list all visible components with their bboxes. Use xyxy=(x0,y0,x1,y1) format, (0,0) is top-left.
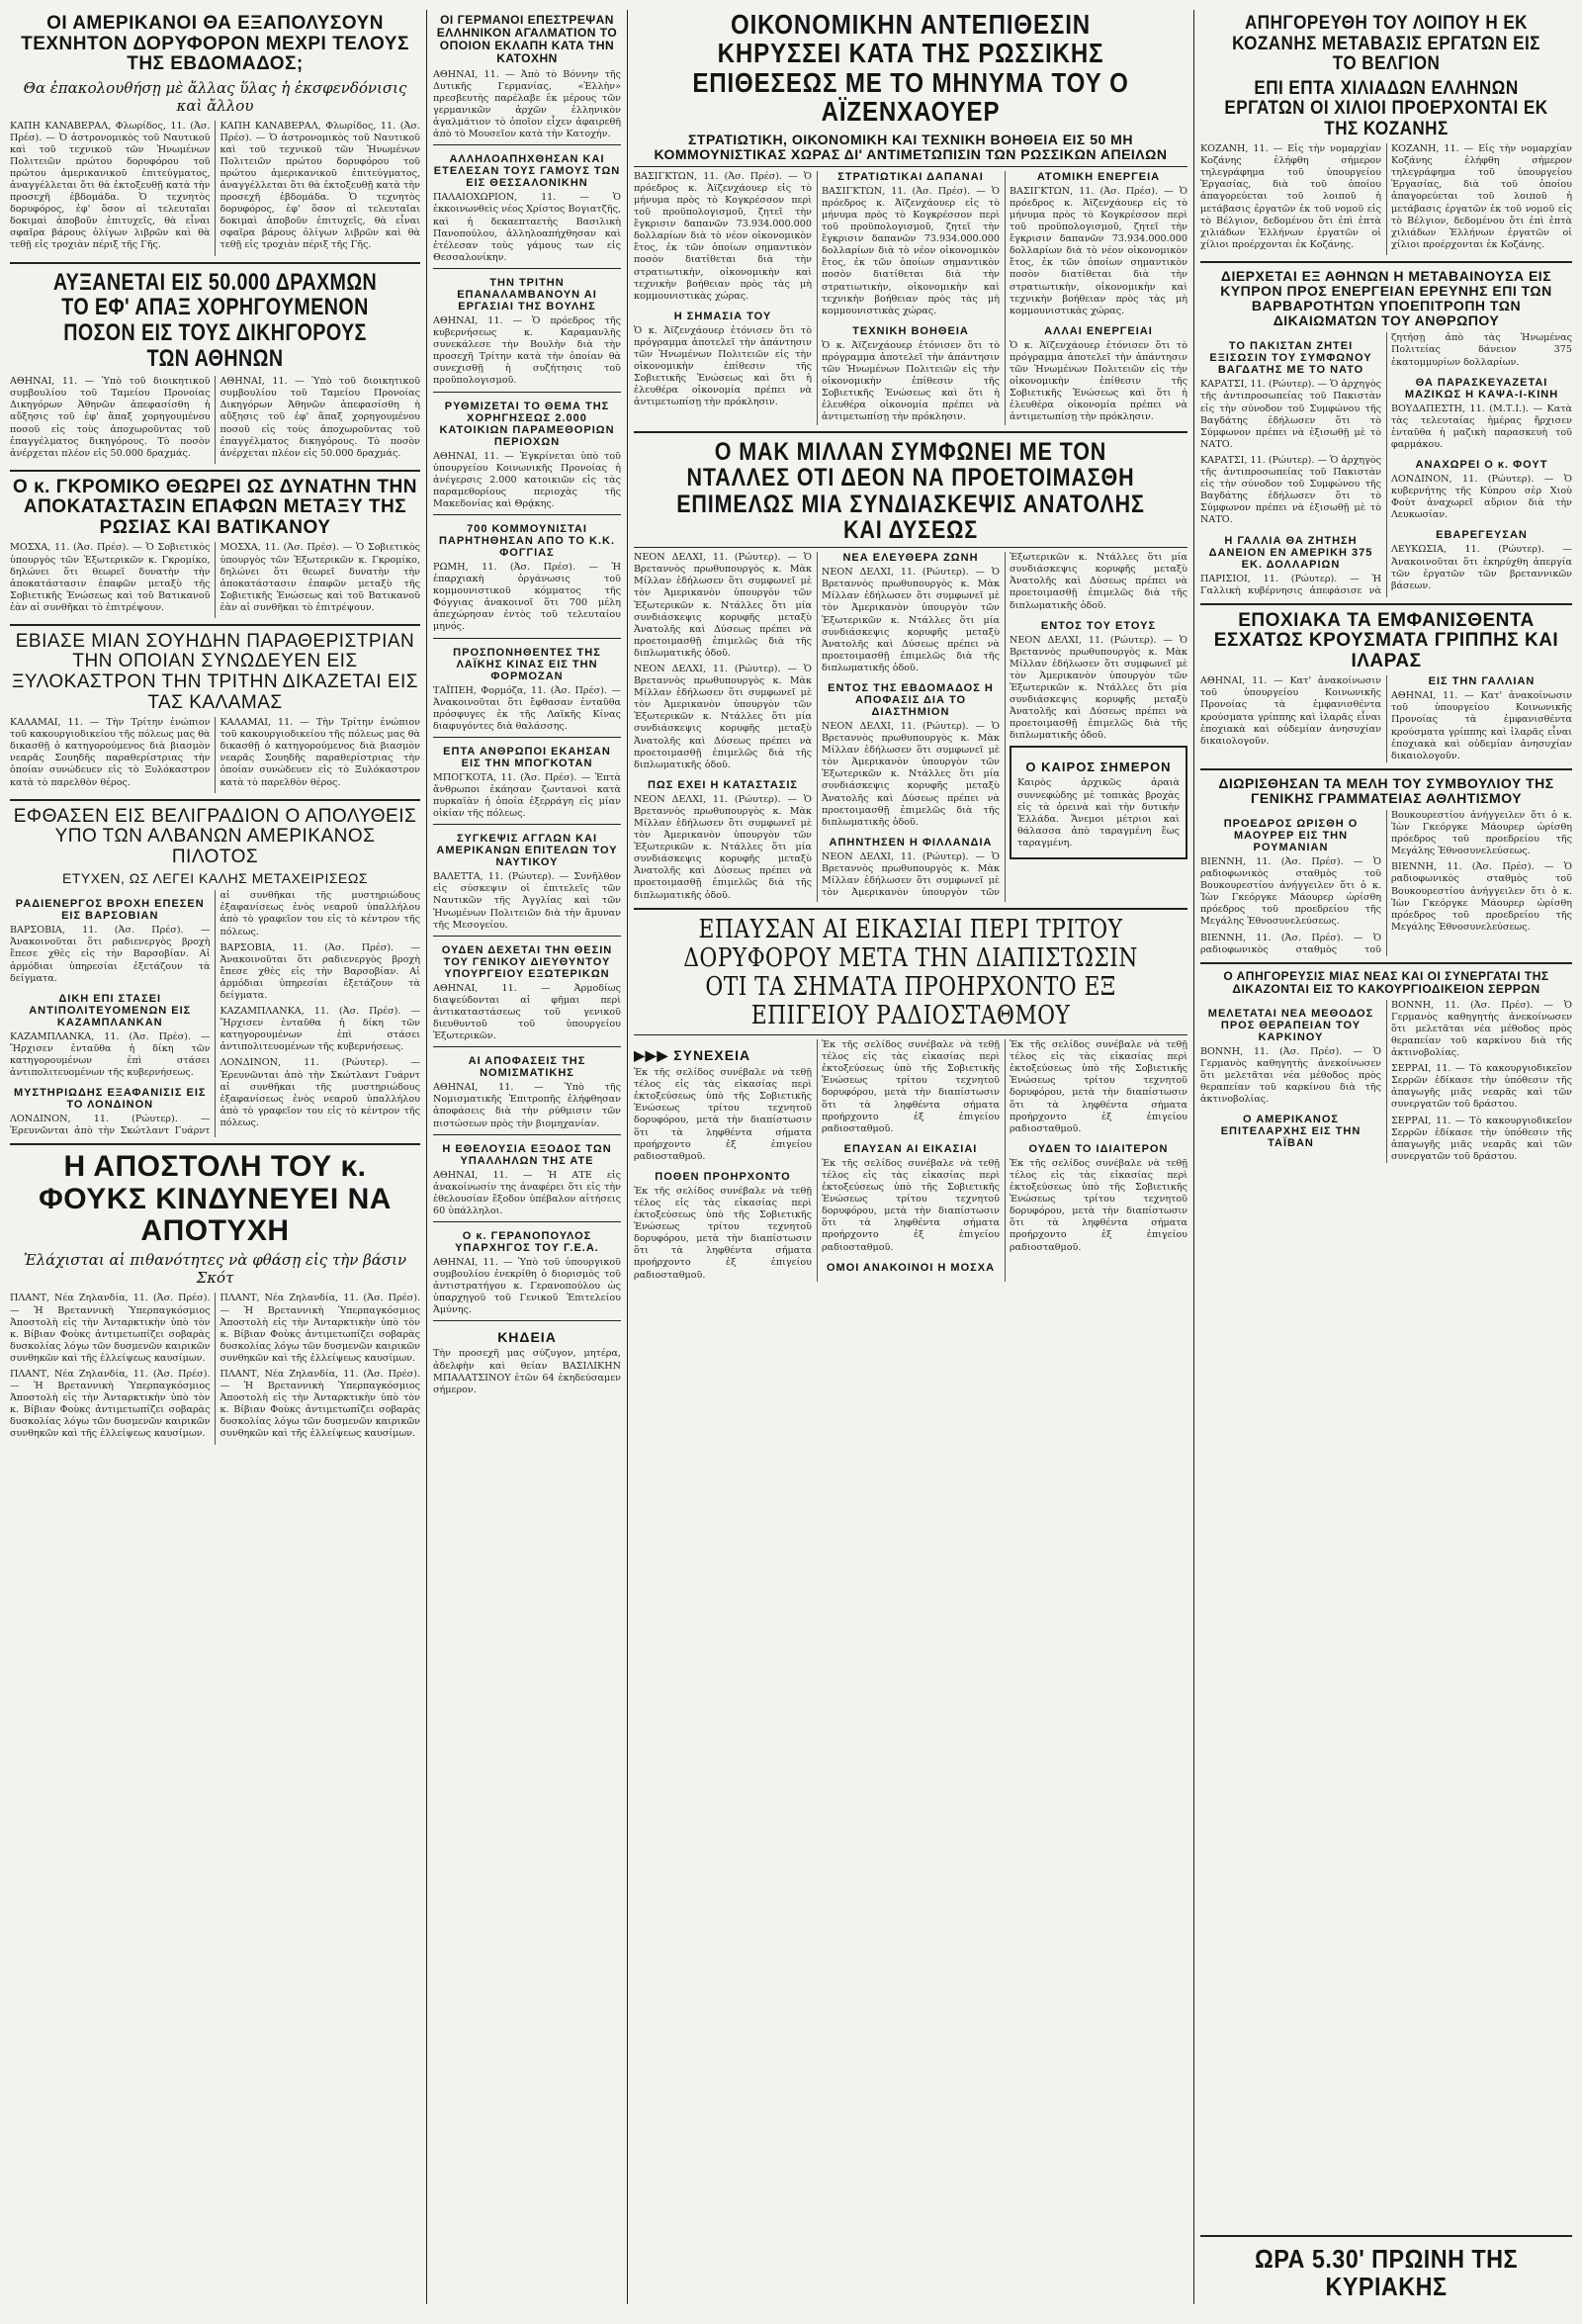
story-text: ΚΑΠΗ ΚΑΝΑΒΕΡΑΛ, Φλωρίδος, 11. (Ἀσ. Πρέσ). — Ὁ ἀστρονομικὸς τοῦ Ναυτικοῦ καὶ τοῦ τεχνικοῦ τῶν Ἡνωμένων Πολιτειῶν πρώτου δορυφόρου τοῦ πρώτου ἀμερικανικοῦ ἐπιτεύγματος, ἀναγγέλλεται ὅτι θὰ ἐκτοξευθῇ κατὰ τὴν προσεχῆ ἑβδομάδα. Ὁ τεχνητὸς δορυφόρος, ἐφ' ὅσον αἱ τελευταῖαι δοκιμαὶ ἀποβοῦν ἐπιτυχεῖς, θὰ εἶναι σφαῖρα βάρους ὀλίγων λιβρῶν καὶ θὰ τεθῇ εἰς τροχιὰν πέριξ τῆς Γῆς. xyxy=(10,120,211,251)
kicker-speculation: ΕΠΑΥΣΑΝ ΑΙ ΕΙΚΑΣΙΑΙ xyxy=(843,1142,978,1155)
kicker-situation: ΠΩΣ ΕΧΕΙ Η ΚΑΤΑΣΤΑΣΙΣ xyxy=(647,778,799,791)
divider xyxy=(10,799,420,801)
kicker-atomic: ΑΤΟΜΙΚΗ ΕΝΕΡΓΕΙΑ xyxy=(1036,170,1161,183)
story-text: ΚΑΡΑΤΣΙ, 11. (Ρώυτερ). — Ὁ ἀρχηγὸς τῆς ἀντιπροσωπείας τοῦ Πακιστὰν εἰς τὴν σύνοδον τοῦ Συμφώνου τῆς Βαγδάτης ἐδήλωσεν ὅτι τὸ Σύμφωνον πρέπει νὰ ἐξισωθῇ μὲ τὸ ΝΑΤΟ. xyxy=(1200,454,1381,526)
story-eisenhower xyxy=(634,171,1187,425)
story-text: ΤΑΪΠΕΗ, Φορμόζα, 11. (Ἀσ. Πρέσ). — Ἀνακοινοῦται ὅτι ἔφθασαν ἐνταῦθα πρόσφυγες ἐκ τῆς Λαϊκῆς Κίνας διαφυγόντες διὰ θαλάσσης. xyxy=(433,684,621,732)
kicker-parliament: ΤΗΝ ΤΡΙΤΗΝ ΕΠΑΝΑΛΑΜΒΑΝΟΥΝ ΑΙ ΕΡΓΑΣΙΑΙ ΤΗΣ ΒΟΥΛΗΣ xyxy=(457,276,597,313)
divider xyxy=(433,824,621,825)
headline-satellite: ΟΙ ΑΜΕΡΙΚΑΝΟΙ ΘΑ ΕΞΑΠΟΛΥΣΟΥΝ ΤΕΧΝΗΤΟΝ ΔΟΡΥΦΟΡΟΝ ΜΕΧΡΙ ΤΕΛΟΥΣ ΤΗΣ ΕΒΔΟΜΑΔΟΣ; xyxy=(21,13,409,75)
story-text: ΜΠΟΓΚΟΤΑ, 11. (Ἀσ. Πρέσ). — Ἑπτὰ ἄνθρωποι ἐκάησαν ζωντανοὶ κατὰ πυρκαϊὰν ἡ ὁποία ἐξερράγη εἰς μίαν οἰκίαν τῆς πόλεως. xyxy=(433,771,621,820)
story-athletics xyxy=(1200,810,1572,956)
story-text: ΚΑΖΑΜΠΛΑΝΚΑ, 11. (Ἀσ. Πρέσ). — Ἤρχισεν ἐνταῦθα ἡ δίκη τῶν κατηγορουμένων ἐπὶ στάσει ἀντιπολιτευομένων τῆς κυβερνήσεως. xyxy=(10,1030,211,1078)
story-text: ΒΑΡΣΟΒΙΑ, 11. (Ἀσ. Πρέσ). — Ἀνακοινοῦται ὅτι ραδιενεργὸς βροχὴ ἔπεσε χθὲς εἰς τὴν Βαρσοβίαν. Αἱ ἀρμόδιαι ὑπηρεσίαι ἐξετάζουν τὰ δείγματα. xyxy=(220,941,420,1001)
story-text: ΛΟΝΔΙΝΟΝ, 11. (Ρώυτερ). — Ἐρευνῶνται ἀπὸ τὴν Σκώτλαντ Γυάρντ αἱ συνθῆκαι τῆς μυστηριώδους ἐξαφανίσεως ἑνὸς νεαροῦ ὑπαλλήλου ἀπὸ τὸ γραφεῖον του εἰς τὸ κέντρον τῆς πόλεως. xyxy=(220,1057,420,1128)
column-4 xyxy=(1200,10,1572,2304)
column-rule xyxy=(627,10,628,2304)
kicker-taiwan: Ο ΑΜΕΡΙΚΑΝΟΣ ΕΠΙΤΕΛΑΡΧΗΣ ΕΙΣ ΤΗΝ ΤΑΪΒΑΝ xyxy=(1220,1114,1362,1150)
story-text: ΝΕΟΝ ΔΕΛΧΙ, 11. (Ρώυτερ). — Ὁ Βρεταννὸς πρωθυπουργὸς κ. Μὰκ Μίλλαν ἐδήλωσεν ὅτι συμφωνεῖ μὲ τὸν Ἀμερικανὸν ὑπουργὸν τῶν Ἐξωτερικῶν κ. Ντάλλες ὅτι μία συνδιάσκεψις κορυφῆς μεταξὺ Ἀνατολῆς καὶ Δύσεως πρέπει νὰ προετοιμασθῇ ἐπιμελῶς διὰ τῆς διπλωματικῆς ὁδοῦ. xyxy=(634,793,812,901)
column-3 xyxy=(634,10,1187,2304)
kicker-nothing: ΟΥΔΕΝ ΤΟ ΙΔΙΑΙΤΕΡΟΝ xyxy=(1028,1142,1169,1155)
divider xyxy=(634,908,1187,910)
subhead-pilot: ΕΤΥΧΕΝ, ΩΣ ΛΕΓΕΙ ΚΑΛΗΣ ΜΕΤΑΧΕΙΡΙΣΕΩΣ xyxy=(62,870,368,887)
kicker-geranopoulos: Ο κ. ΓΕΡΑΝΟΠΟΥΛΟΣ ΥΠΑΡΧΗΓΟΣ ΤΟΥ Γ.Ε.Α. xyxy=(455,1229,599,1254)
weather-box xyxy=(1010,746,1187,859)
story-serres xyxy=(1200,1000,1572,1163)
story-text: ΑΘΗΝΑΙ, 11. — Ὑπὸ τοῦ διοικητικοῦ συμβουλίου τοῦ Ταμείου Προνοίας Δικηγόρων Ἀθηνῶν ἀπεφασίσθη ἡ αὔξησις τοῦ ἐφ' ἅπαξ χορηγουμένου ποσοῦ εἰς τοὺς ἀποχωροῦντας τοῦ ἐπαγγέλματος δικηγόρους. Τὸ ποσὸν ἀνέρχεται πλέον εἰς 50.000 δραχμάς. xyxy=(10,376,211,459)
story-text: ΠΑΛΑΙΟΧΩΡΙΟΝ, 11. — Ὁ ἐκκοινωνθεὶς νέος Χρίστος Βογιατζῆς, καὶ ἡ δεκαεπταετὴς Βασιλικὴ Πανοπούλου, ἀλληλοαπήχθησαν καὶ ἐτέλεσαν τοὺς γάμους των εἰς Θεσσαλονίκην. xyxy=(433,192,621,263)
divider xyxy=(634,1034,1187,1035)
headline-lawyers: ΑΥΞΑΝΕΤΑΙ ΕΙΣ 50.000 ΔΡΑΧΜΩΝ ΤΟ ΕΦ' ΑΠΑΞ ΧΟΡΗΓΟΥΜΕΝΟΝ ΠΟΣΟΝ ΕΙΣ ΤΟΥΣ ΔΙΚΗΓΟΡΟΥΣ ΤΩΝ ΑΘΗΝΩΝ xyxy=(52,268,378,373)
story-text: ΚΑΛΑΜΑΙ, 11. — Τὴν Τρίτην ἐνώπιον τοῦ κακουργιοδικείου τῆς πόλεως μας θὰ δικασθῇ ὁ κατηγορούμενος διὰ βιασμὸν νεαρᾶς Σουηδῆς παραθερίστριας τὴν ὁποίαν συνώδευεν εἰς τὸ Ξυλόκαστρον κατὰ τὸ παρελθὸν θέρος. xyxy=(220,717,420,788)
column-1 xyxy=(10,10,420,2304)
story-text: ΑΘΗΝΑΙ, 11. — Κατ' ἀνακοίνωσιν τοῦ ὑπουργείου Κοινωνικῆς Προνοίας τὰ ἐμφανισθέντα κρούσματα γρίππης καὶ ἰλαρᾶς εἶναι ἐποχιακὰ καὶ οὐδεμίαν ἀνησυχίαν δικαιολογοῦν. xyxy=(1200,675,1381,747)
story-text: ΒΟΝΝΗ, 11. (Ἀσ. Πρέσ). — Ὁ Γερμανὸς καθηγητὴς ἀνεκοίνωσεν ὅτι μελετᾶται νέα μέθοδος πρὸς θεραπείαν τοῦ καρκίνου διὰ τῆς ἀκτινοβολίας. xyxy=(1391,999,1572,1059)
kicker-ministry: ΟΥΔΕΝ ΔΕΧΕΤΑΙ ΤΗΝ ΘΕΣΙΝ ΤΟΥ ΓΕΝΙΚΟΥ ΔΙΕΥΘΥΝΤΟΥ ΥΠΟΥΡΓΕΙΟΥ ΕΞΩΤΕΡΙΚΩΝ xyxy=(441,943,613,980)
subhead-satellite: Θα ἐπακολουθήσῃ μὲ ἄλλας ὕλας ἡ ἐκσφενδόνισις καὶ ἄλλου xyxy=(23,78,407,115)
story-text: Ἐκ τῆς σελίδος συνέβαλε νὰ τεθῇ τέλος εἰς τὰς εἰκασίας περὶ ἐκτοξεύσεως ὑπὸ τῆς Σοβιετικῆς Ἑνώσεως τρίτου τεχνητοῦ δορυφόρου, μετὰ τὴν διαπίστωσιν ὅτι τὰ ληφθέντα σήματα προήρχοντο ἐξ ἐπιγείου ραδιοσταθμοῦ. xyxy=(1010,1039,1187,1134)
kicker-significance: Η ΣΗΜΑΣΙΑ ΤΟΥ xyxy=(673,310,772,322)
story-text: ΠΛΑΝΤ, Νέα Ζηλανδία, 11. (Ἀσ. Πρέσ). — Ἡ Βρεταννικὴ Ὑπερπαγκόσμιος Ἀποστολὴ εἰς τὴν Ἀνταρκτικὴν ὑπὸ τὸν κ. Βίβιαν Φοὺκς ἀντιμετωπίζει σοβαρὰς δυσκολίας λόγω τῶν δυσμενῶν καιρικῶν συνθηκῶν καὶ τῆς ἐλλείψεως καυσίμων. xyxy=(220,1293,420,1364)
weather-text: Καιρὸς ἀρχικῶς ἀραιὰ συννεφώδης μὲ τοπικὰς βροχὰς εἰς τὰ ὀρεινὰ καὶ τὴν δυτικὴν Ἑλλάδα. Ἄνεμοι μέτριοι καὶ θάλασσα ἀπὸ ταραγμένη ἕως ταραγμένη. xyxy=(1017,777,1180,849)
divider xyxy=(634,431,1187,433)
story-text: Ἐκ τῆς σελίδος συνέβαλε νὰ τεθῇ τέλος εἰς τὰς εἰκασίας περὶ ἐκτοξεύσεως ὑπὸ τῆς Σοβιετικῆς Ἑνώσεως τρίτου τεχνητοῦ δορυφόρου, μετὰ τὴν διαπίστωσιν ὅτι τὰ ληφθέντα σήματα προήρχοντο ἐξ ἐπιγείου ραδιοσταθμοῦ. xyxy=(634,1185,812,1281)
story-text: ΒΑΣΙΓΚΤΩΝ, 11. (Ἀσ. Πρέσ). — Ὁ πρόεδρος κ. Ἀϊζενχάουερ εἰς τὸ μήνυμα πρὸς τὸ Κογκρέσσον περὶ τοῦ προϋπολογισμοῦ, ζητεῖ τὴν ἔγκρισιν δαπανῶν 73.934.000.000 δολλαρίων διὰ τὸ νέον οἰκονομικὸν ἔτος, ἐκ τῶν ὁποίων σημαντικὸν ποσὸν διατίθεται διὰ τὴν στρατιωτικὴν, οἰκονομικὴν καὶ τεχνικὴν βοήθειαν πρὸς τὰς μὴ κομμουνιστικὰς χώρας. xyxy=(822,185,1000,316)
kicker-medicine: ΘΑ ΠΑΡΑΣΚΕΥΑΖΕΤΑΙ ΜΑΖΙΚΩΣ Η ΚΑΨΑ-Ι-ΚΙΝΗ xyxy=(1404,376,1559,401)
kicker-ate: Η ΕΘΕΛΟΥΣΙΑ ΕΞΟΔΟΣ ΤΩΝ ΥΠΑΛΛΗΛΩΝ ΤΗΣ ΑΤΕ xyxy=(442,1142,612,1167)
headline-fuchs: Η ΑΠΟΣΤΟΛΗ ΤΟΥ κ. ΦΟΥΚΣ ΚΙΝΔΥΝΕΥΕΙ ΝΑ ΑΠΟΤΥΧΗ xyxy=(39,1150,392,1248)
story-text: ΝΕΟΝ ΔΕΛΧΙ, 11. (Ρώυτερ). — Ὁ Βρεταννὸς πρωθυπουργὸς κ. Μὰκ Μίλλαν ἐδήλωσεν ὅτι συμφωνεῖ μὲ τὸν Ἀμερικανὸν ὑπουργὸν τῶν Ἐξωτερικῶν κ. Ντάλλες ὅτι μία συνδιάσκεψις κορυφῆς μεταξὺ Ἀνατολῆς καὶ Δύσεως πρέπει νὰ προετοιμασθῇ ἐπιμελῶς διὰ τῆς διπλωματικῆς ὁδοῦ. xyxy=(1010,634,1187,742)
kicker-france-loan: Η ΓΑΛΛΙΑ ΘΑ ΖΗΤΗΣΗ ΔΑΝΕΙΟΝ ΕΝ ΑΜΕΡΙΚΗ 375 ΕΚ. ΔΟΛΛΑΡΙΩΝ xyxy=(1208,534,1373,571)
divider xyxy=(433,144,621,145)
story-text: ΚΑΡΑΤΣΙ, 11. (Ρώυτερ). — Ὁ ἀρχηγὸς τῆς ἀντιπροσωπείας τοῦ Πακιστὰν εἰς τὴν σύνοδον τοῦ Συμφώνου τῆς Βαγδάτης ἐδήλωσεν ὅτι τὸ Σύμφωνον πρέπει νὰ ἐξισωθῇ μὲ τὸ ΝΑΤΟ. xyxy=(1200,379,1381,450)
story-text: ΒΙΕΝΝΗ, 11. (Ἀσ. Πρέσ). — Ὁ ραδιοφωνικὸς σταθμὸς τοῦ Βουκουρεστίου ἀνήγγειλεν ὅτι ὁ κ. Ἰὼν Γκεόργκε Μάουρερ ὠρίσθη πρόεδρος τοῦ προεδρείου τῆς Μεγάλης Ἐθνοσυνελεύσεως. xyxy=(1391,861,1572,933)
headline-athletics: ΔΙΩΡΙΣΘΗΣΑΝ ΤΑ ΜΕΛΗ ΤΟΥ ΣΥΜΒΟΥΛΙΟΥ ΤΗΣ ΓΕΝΙΚΗΣ ΓΡΑΜΜΑΤΕΙΑΣ ΑΘΛΗΤΙΣΜΟΥ xyxy=(1218,774,1554,806)
story-text: ΒΑΣΙΓΚΤΩΝ, 11. (Ἀσ. Πρέσ). — Ὁ πρόεδρος κ. Ἀϊζενχάουερ εἰς τὸ μήνυμα πρὸς τὸ Κογκρέσσον περὶ τοῦ προϋπολογισμοῦ, ζητεῖ τὴν ἔγκρισιν δαπανῶν 73.934.000.000 δολλαρίων διὰ τὸ νέον οἰκονομικὸν ἔτος, ἐκ τῶν ὁποίων σημαντικὸν ποσὸν διατίθεται διὰ τὴν στρατιωτικὴν, οἰκονομικὴν καὶ τεχνικὴν βοήθειαν πρὸς τὰς μὴ κομμουνιστικὰς χώρας. xyxy=(1010,185,1187,316)
story-text: Ἐκ τῆς σελίδος συνέβαλε νὰ τεθῇ τέλος εἰς τὰς εἰκασίας περὶ ἐκτοξεύσεως ὑπὸ τῆς Σοβιετικῆς Ἑνώσεως τρίτου τεχνητοῦ δορυφόρου, μετὰ τὴν διαπίστωσιν ὅτι τὰ ληφθέντα σήματα προήρχοντο ἐξ ἐπιγείου ραδιοσταθμοῦ. xyxy=(634,1067,812,1162)
story-text: ΑΘΗΝΑΙ, 11. — Ὑπὸ τοῦ διοικητικοῦ συμβουλίου τοῦ Ταμείου Προνοίας Δικηγόρων Ἀθηνῶν ἀπεφασίσθη ἡ αὔξησις τοῦ ἐφ' ἅπαξ χορηγουμένου ποσοῦ εἰς τοὺς ἀποχωροῦντας τοῦ ἐπαγγέλματος δικηγόρους. Τὸ ποσὸν ἀνέρχεται πλέον εἰς 50.000 δραχμάς. xyxy=(220,376,420,459)
kicker-france: ΕΙΣ ΤΗΝ ΓΑΛΛΙΑΝ xyxy=(1428,675,1536,688)
story-kozani xyxy=(1200,143,1572,255)
story-text: Ὁ κ. Ἀϊζενχάουερ ἐτόνισεν ὅτι τὸ πρόγραμμα ἀποτελεῖ τὴν ἀπάντησιν τῶν Ἡνωμένων Πολιτειῶν εἰς τὴν οἰκονομικὴν ἐπίθεσιν τῆς Σοβιετικῆς Ἑνώσεως καὶ ὅτι ἡ ἐλευθέρα οἰκονομία πρέπει νὰ ἀντιμετωπίσῃ τὴν πρόκλησιν. xyxy=(634,324,812,408)
kicker-other: ΑΛΛΑΙ ΕΝΕΡΓΕΙΑΙ xyxy=(1044,324,1153,337)
subhead-kozani: ΕΠΙ ΕΠΤΑ ΧΙΛΙΑΔΩΝ ΕΛΛΗΝΩΝ ΕΡΓΑΤΩΝ ΟΙ ΧΙΛΙΟΙ ΠΡΟΕΡΧΟΝΤΑΙ ΕΚ ΤΗΣ ΚΟΖΑΝΗΣ xyxy=(1224,77,1548,139)
kicker-radioactive: ΡΑΔΙΕΝΕΡΓΟΣ ΒΡΟΧΗ ΕΠΕΣΕΝ ΕΙΣ ΒΑΡΣΟΒΙΑΝ xyxy=(15,898,205,923)
divider xyxy=(1200,962,1572,964)
story-text: ΚΟΖΑΝΗ, 11. — Εἰς τὴν νομαρχίαν Κοζάνης ἐλήφθη σήμερον τηλεγράφημα τοῦ ὑπουργείου Ἐργασίας, διὰ τοῦ ὁποίου ἀπαγορεύεται τοῦ λοιποῦ ἡ μετάβασις ἐργατῶν ἐκ τοῦ νομοῦ εἰς τὸ Βέλγιον, δεδομένου ὅτι ἐπὶ ἑπτὰ χιλιάδων Ἑλλήνων ἐργατῶν οἱ χίλιοι προέρχονται ἐκ Κοζάνης. xyxy=(1391,143,1572,250)
kicker-military: ΣΤΡΑΤΙΩΤΙΚΑΙ ΔΑΠΑΝΑΙ xyxy=(837,170,984,183)
divider xyxy=(1200,768,1572,770)
kicker-space-decision: ΕΝΤΟΣ ΤΗΣ ΕΒΔΟΜΑΔΟΣ Η ΑΠΟΦΑΣΙΣ ΔΙΑ ΤΟ ΔΙΑΣΤΗΜΙΟΝ xyxy=(828,681,994,718)
headline-flu: ΕΠΟΧΙΑΚΑ ΤΑ ΕΜΦΑΝΙΣΘΕΝΤΑ ΕΣΧΑΤΩΣ ΚΡΟΥΣΜΑΤΑ ΓΡΙΠΠΗΣ ΚΑΙ ΙΛΑΡΑΣ xyxy=(1213,609,1559,671)
newspaper-page xyxy=(10,10,1572,2304)
banner-macmillan: Ο ΜΑΚ ΜΙΛΛΑΝ ΣΥΜΦΩΝΕΙ ΜΕ ΤΟΝ ΝΤΑΛΛΕΣ ΟΤΙ ΔΕΟΝ ΝΑ ΠΡΟΕΤΟΙΜΑΣΘΗ ΕΠΙΜΕΛΩΣ ΜΙΑ ΣΥΝΔΙΑΣΚΕΨΙΣ ΑΝΑΤΟΛΗΣ ΚΑΙ ΔΥΣΕΩΣ xyxy=(676,438,1145,544)
story-flu xyxy=(1200,675,1572,762)
story-text: ΚΑΖΑΜΠΛΑΝΚΑ, 11. (Ἀσ. Πρέσ). — Ἤρχισεν ἐνταῦθα ἡ δίκη τῶν κατηγορουμένων ἐπὶ στάσει ἀντιπολιτευομένων τῆς κυβερνήσεως. xyxy=(220,1006,420,1053)
divider xyxy=(433,1221,621,1222)
column-rule xyxy=(1193,10,1194,2304)
headline-statue: ΟΙ ΓΕΡΜΑΝΟΙ ΕΠΕΣΤΡΕΨΑΝ ΕΛΛΗΝΙΚΟΝ ΑΓΑΛΜΑΤΙΟΝ ΤΟ ΟΠΟΙΟΝ ΕΚΛΑΠΗ ΚΑΤΑ ΤΗΝ ΚΑΤΟΧΗΝ xyxy=(436,13,618,65)
headline-gromyko: Ο κ. ΓΚΡΟΜΙΚΟ ΘΕΩΡΕΙ ΩΣ ΔΥΝΑΤΗΝ ΤΗΝ ΑΠΟΚΑΤΑΣΤΑΣΙΝ ΕΠΑΦΩΝ ΜΕΤΑΞΥ ΤΗΣ ΡΩΣΙΑΣ ΚΑΙ ΒΑΤΙΚΑΝΟΥ xyxy=(13,476,417,538)
divider xyxy=(433,514,621,515)
story-text: ΠΛΑΝΤ, Νέα Ζηλανδία, 11. (Ἀσ. Πρέσ). — Ἡ Βρεταννικὴ Ὑπερπαγκόσμιος Ἀποστολὴ εἰς τὴν Ἀνταρκτικὴν ὑπὸ τὸν κ. Βίβιαν Φοὺκς ἀντιμετωπίζει σοβαρὰς δυσκολίας λόγω τῶν δυσμενῶν καιρικῶν συνθηκῶν καὶ τῆς ἐλλείψεως καυσίμων. xyxy=(220,1369,420,1440)
story-third-satellite xyxy=(634,1039,1187,1282)
divider xyxy=(433,1320,621,1321)
story-text: ΑΘΗΝΑΙ, 11. — Κατ' ἀνακοίνωσιν τοῦ ὑπουργείου Κοινωνικῆς Προνοίας τὰ ἐμφανισθέντα κρούσματα γρίππης καὶ ἰλαρᾶς εἶναι ἐποχιακὰ καὶ οὐδεμίαν ἀνησυχίαν δικαιολογοῦν. xyxy=(1391,690,1572,761)
story-text: ΛΕΥΚΩΣΙΑ, 11. (Ρώυτερ). — Ἀνακοινοῦται ὅτι ἐκηρύχθη ἀπεργία τῶν ἐργατῶν τῶν βρεταννικῶν βάσεων. xyxy=(1391,544,1572,591)
story-text: ΒΙΕΝΝΗ, 11. (Ἀσ. Πρέσ). — Ὁ ραδιοφωνικὸς σταθμὸς τοῦ Βουκουρεστίου ἀνήγγειλεν ὅτι ὁ κ. Ἰὼν Γκεόργκε Μάουρερ ὠρίσθη πρόεδρος τοῦ προεδρείου τῆς Μεγάλης Ἐθνοσυνελεύσεως. xyxy=(1200,856,1381,928)
banner-eisenhower: ΟΙΚΟΝΟΜΙΚΗΝ ΑΝΤΕΠΙΘΕΣΙΝ ΚΗΡΥΣΣΕΙ ΚΑΤΑ ΤΗΣ ΡΩΣΣΙΚΗΣ ΕΠΙΘΕΣΕΩΣ ΜΕ ΤΟ ΜΗΝΥΜΑ ΤΟΥ Ο ΑΪΖΕΝΧΑΟΥΕΡ xyxy=(692,10,1129,128)
headline-bottom: ΩΡΑ 5.30' ΠΡΩΙΝΗ ΤΗΣ ΚΥΡΙΑΚΗΣ xyxy=(1255,2243,1518,2301)
divider xyxy=(1200,603,1572,605)
story-text: Ὁ κ. Ἀϊζενχάουερ ἐτόνισεν ὅτι τὸ πρόγραμμα ἀποτελεῖ τὴν ἀπάντησιν τῶν Ἡνωμένων Πολιτειῶν εἰς τὴν οἰκονομικὴν ἐπίθεσιν τῆς Σοβιετικῆς Ἑνώσεως καὶ ὅτι ἡ ἐλευθέρα οἰκονομία πρέπει νὰ ἀντιμετωπίσῃ τὴν πρόκλησιν. xyxy=(822,339,1000,423)
bottom-banner-wrap xyxy=(1200,2235,1572,2304)
divider xyxy=(433,392,621,393)
story-pilot xyxy=(10,890,420,1137)
kicker-housing: ΡΥΘΜΙΖΕΤΑΙ ΤΟ ΘΕΜΑ ΤΗΣ ΧΟΡΗΓΗΣΕΩΣ 2.000 ΚΑΤΟΙΚΙΩΝ ΠΑΡΑΜΕΘΟΡΙΩΝ ΠΕΡΙΟΧΩΝ xyxy=(439,400,615,448)
divider xyxy=(433,1134,621,1135)
story-text: ΑΘΗΝΑΙ, 11. — Ὑπὸ τῆς Νομισματικῆς Ἐπιτροπῆς ἐλήφθησαν ἀποφάσεις διὰ τὴν ρύθμισιν τῶν πιστώσεων πρὸς τὴν βιομηχανίαν. xyxy=(433,1082,621,1129)
story-text: ΚΑΠΗ ΚΑΝΑΒΕΡΑΛ, Φλωρίδος, 11. (Ἀσ. Πρέσ). — Ὁ ἀστρονομικὸς τοῦ Ναυτικοῦ καὶ τοῦ τεχνικοῦ τῶν Ἡνωμένων Πολιτειῶν πρώτου δορυφόρου τοῦ πρώτου ἀμερικανικοῦ ἐπιτεύγματος, ἀναγγέλλεται ὅτι θὰ ἐκτοξευθῇ κατὰ τὴν προσεχῆ ἑβδομάδα. Ὁ τεχνητὸς δορυφόρος, ἐφ' ὅσον αἱ τελευταῖαι δοκιμαὶ ἀποβοῦν ἐπιτυχεῖς, θὰ εἶναι σφαῖρα βάρους ὀλίγων λιβρῶν καὶ θὰ τεθῇ εἰς τροχιὰν πέριξ τῆς Γῆς. xyxy=(220,120,420,251)
divider xyxy=(1200,261,1572,263)
story-swedish xyxy=(10,717,420,793)
story-text: ΑΘΗΝΑΙ, 11. — Ὑπὸ τοῦ ὑπουργικοῦ συμβουλίου ἐνεκρίθη ὁ διορισμὸς τοῦ ἀντιστρατήγου κ. Γερανοπούλου ὡς ὑπαρχηγοῦ τοῦ Γενικοῦ Ἐπιτελείου Ἀμύνης. xyxy=(433,1256,621,1316)
column-2 xyxy=(433,10,621,2304)
kicker-communists: 700 ΚΟΜΜΟΥΝΙΣΤΑΙ ΠΑΡΗΤΗΘΗΣΑΝ ΑΠΟ ΤΟ Κ.Κ. ΦΟΓΓΙΑΣ xyxy=(438,522,616,559)
story-fuchs xyxy=(10,1293,420,1444)
story-text: ΝΕΟΝ ΔΕΛΧΙ, 11. (Ρώυτερ). — Ὁ Βρεταννὸς πρωθυπουργὸς κ. Μὰκ Μίλλαν ἐδήλωσεν ὅτι συμφωνεῖ μὲ τὸν Ἀμερικανὸν ὑπουργὸν τῶν Ἐξωτερικῶν κ. Ντάλλες ὅτι μία συνδιάσκεψις κορυφῆς μεταξὺ Ἀνατολῆς καὶ Δύσεως πρέπει νὰ προετοιμασθῇ ἐπιμελῶς διὰ τῆς διπλωματικῆς ὁδοῦ. xyxy=(822,552,1187,899)
story-text: Τὴν προσεχῆ μας σύζυγον, μητέρα, ἀδελφὴν καὶ θείαν ΒΑΣΙΛΙΚΗΝ ΜΠΑΛΑΤΣΙΝΟΥ ἐτῶν 64 ἐκηδεύσαμεν σήμερον. xyxy=(433,1348,621,1395)
banner-third-satellite: ΕΠΑΥΣΑΝ ΑΙ ΕΙΚΑΣΙΑΙ ΠΕΡΙ ΤΡΙΤΟΥ ΔΟΡΥΦΟΡΟΥ ΜΕΤΑ ΤΗΝ ΔΙΑΠΙΣΤΩΣΙΝ ΟΤΙ ΤΑ ΣΗΜΑΤΑ ΠΡΟΗΡΧΟΝΤΟ ΕΞ ΕΠΙΓΕΙΟΥ ΡΑΔΙΟΣΤΑΘΜΟΥ xyxy=(683,914,1138,1030)
column-rule xyxy=(426,10,427,2304)
divider xyxy=(433,268,621,269)
divider xyxy=(433,737,621,738)
story-text: ΣΕΡΡΑΙ, 11. — Τὸ κακουργιοδικεῖον Σερρῶν ἐδίκασε τὴν ὑπόθεσιν τῆς ἀπαγωγῆς μιᾶς νεαρᾶς καὶ τῶν συνεργατῶν τοῦ δράστου. xyxy=(1391,1115,1572,1162)
story-text: ΑΘΗΝΑΙ, 11. — Ἐγκρίνεται ὑπὸ τοῦ ὑπουργείου Κοινωνικῆς Προνοίας ἡ ἀνέγερσις 2.000 κατοικιῶν εἰς τὰς παραμεθορίους περιοχὰς τῆς Μακεδονίας καὶ Θρᾴκης. xyxy=(433,450,621,509)
story-text: ΛΟΝΔΙΝΟΝ, 11. (Ρώυτερ). — Ὁ κυβερνήτης τῆς Κύπρου σὲρ Χιοὺ Φοὺτ ἀναχωρεῖ αὔριον διὰ τὴν Λευκωσίαν. xyxy=(1391,474,1572,521)
story-text: ΒΟΥΔΑΠΕΣΤΗ, 11. (Μ.Τ.Ι.). — Κατὰ τὰς τελευταίας ἡμέρας ἤρχισεν ἐνταῦθα ἡ μαζικὴ παρασκευὴ τοῦ φαρμάκου. xyxy=(1391,402,1572,450)
deck-eisenhower: ΣΤΡΑΤΙΩΤΙΚΗ, ΟΙΚΟΝΟΜΙΚΗ ΚΑΙ ΤΕΧΝΙΚΗ ΒΟΗΘΕΙΑ ΕΙΣ 50 ΜΗ ΚΟΜΜΟΥΝΙΣΤΙΚΑΣ ΧΩΡΑΣ ΔΙ' ΑΝΤΙΜΕΤΩΠΙΣΙΝ ΤΩΝ ΡΩΣΣΙΚΩΝ ΑΠΕΙΛΩΝ xyxy=(654,131,1168,162)
kicker-origin: ΠΟΘΕΝ ΠΡΟΗΡΧΟΝΤΟ xyxy=(655,1170,791,1183)
story-lawyers xyxy=(10,376,420,464)
story-text: Ἐκ τῆς σελίδος συνέβαλε νὰ τεθῇ τέλος εἰς τὰς εἰκασίας περὶ ἐκτοξεύσεως ὑπὸ τῆς Σοβιετικῆς Ἑνώσεως τρίτου τεχνητοῦ δορυφόρου, μετὰ τὴν διαπίστωσιν ὅτι τὰ ληφθέντα σήματα προήρχοντο ἐξ ἐπιγείου ραδιοσταθμοῦ. xyxy=(822,1039,1000,1134)
kicker-london: ΜΥΣΤΗΡΙΩΔΗΣ ΕΞΑΦΑΝΙΣΙΣ ΕΙΣ ΤΟ ΛΟΝΔΙΝΟΝ xyxy=(13,1087,207,1112)
weather-title: Ο ΚΑΙΡΟΣ ΣΗΜΕΡΟΝ xyxy=(1025,760,1172,775)
story-text: ΚΟΖΑΝΗ, 11. — Εἰς τὴν νομαρχίαν Κοζάνης ἐλήφθη σήμερον τηλεγράφημα τοῦ ὑπουργείου Ἐργασίας, διὰ τοῦ ὁποίου ἀπαγορεύεται τοῦ λοιποῦ ἡ μετάβασις ἐργατῶν ἐκ τοῦ νομοῦ εἰς τὸ Βέλγιον, δεδομένου ὅτι ἐπὶ ἑπτὰ χιλιάδων Ἑλλήνων ἐργατῶν οἱ χίλιοι προέρχονται ἐκ Κοζάνης. xyxy=(1200,143,1381,250)
kicker-formosa: ΠΡΟΣΠΟΝΗΘΕΝΤΕΣ ΤΗΣ ΛΑΪΚΗΣ ΚΙΝΑΣ ΕΙΣ ΤΗΝ ΦΟΡΜΟΖΑΝ xyxy=(453,646,601,682)
kicker-bogota: ΕΠΤΑ ΑΝΘΡΩΠΟΙ ΕΚΑΗΣΑΝ ΕΙΣ ΤΗΝ ΜΠΟΓΚΟΤΑΝ xyxy=(443,745,611,769)
divider xyxy=(634,166,1187,167)
kicker-naval: ΣΥΓΚΕΨΙΣ ΑΓΓΛΩΝ ΚΑΙ ΑΜΕΡΙΚΑΝΩΝ ΕΠΙΤΕΛΩΝ ΤΟΥ ΝΑΥΤΙΚΟΥ xyxy=(436,833,618,869)
story-text: ΝΕΟΝ ΔΕΛΧΙ, 11. (Ρώυτερ). — Ὁ Βρεταννὸς πρωθυπουργὸς κ. Μὰκ Μίλλαν ἐδήλωσεν ὅτι συμφωνεῖ μὲ τὸν Ἀμερικανὸν ὑπουργὸν τῶν Ἐξωτερικῶν κ. Ντάλλες ὅτι μία συνδιάσκεψις κορυφῆς μεταξὺ Ἀνατολῆς καὶ Δύσεως πρέπει νὰ προετοιμασθῇ ἐπιμελῶς διὰ τῆς διπλωματικῆς ὁδοῦ. xyxy=(822,720,1000,828)
kicker-monetary: ΑΙ ΑΠΟΦΑΣΕΙΣ ΤΗΣ ΝΟΜΙΣΜΑΤΙΚΗΣ xyxy=(468,1055,586,1080)
story-text: ΜΟΣΧΑ, 11. (Ἀσ. Πρέσ). — Ὁ Σοβιετικὸς ὑπουργὸς τῶν Ἐξωτερικῶν κ. Γκρομίκο, δηλώνει ὅτι θεωρεῖ δυνατὴν τὴν ἀποκατάστασιν ἐπαφῶν μεταξὺ τῆς Σοβιετικῆς Ἑνώσεως καὶ τοῦ Βατικανοῦ ἐὰν αἱ συνθῆκαι τὸ ἐπιτρέψουν. xyxy=(220,542,420,613)
headline-pilot: ΕΦΘΑΣΕΝ ΕΙΣ ΒΕΛΙΓΡΑΔΙΟΝ Ο ΑΠΟΛΥΘΕΙΣ ΥΠΟ ΤΩΝ ΑΛΒΑΝΩΝ ΑΜΕΡΙΚΑΝΟΣ ΠΙΛΟΤΟΣ xyxy=(13,805,417,867)
story-gromyko xyxy=(10,542,420,618)
divider xyxy=(10,262,420,264)
arrows-icon: ▶▶▶ xyxy=(634,1047,674,1064)
kicker-moscow: ΟΜΟΙ ΑΝΑΚΟΙΝΟΙ Η ΜΟΣΧΑ xyxy=(826,1261,996,1274)
story-text: ΝΕΟΝ ΔΕΛΧΙ, 11. (Ρώυτερ). — Ὁ Βρεταννὸς πρωθυπουργὸς κ. Μὰκ Μίλλαν ἐδήλωσεν ὅτι συμφωνεῖ μὲ τὸν Ἀμερικανὸν ὑπουργὸν τῶν Ἐξωτερικῶν κ. Ντάλλες ὅτι μία συνδιάσκεψις κορυφῆς μεταξὺ Ἀνατολῆς καὶ Δύσεως πρέπει νὰ προετοιμασθῇ ἐπιμελῶς διὰ τῆς διπλωματικῆς ὁδοῦ. xyxy=(634,663,812,770)
story-text: ΝΕΟΝ ΔΕΛΧΙ, 11. (Ρώυτερ). — Ὁ Βρεταννὸς πρωθυπουργὸς κ. Μὰκ Μίλλαν ἐδήλωσεν ὅτι συμφωνεῖ μὲ τὸν Ἀμερικανὸν ὑπουργὸν τῶν Ἐξωτερικῶν κ. Ντάλλες ὅτι μία συνδιάσκεψις κορυφῆς μεταξὺ Ἀνατολῆς καὶ Δύσεως πρέπει νὰ προετοιμασθῇ ἐπιμελῶς διὰ τῆς διπλωματικῆς ὁδοῦ. xyxy=(822,567,1000,673)
divider xyxy=(433,936,621,937)
story-text: ΣΕΡΡΑΙ, 11. — Τὸ κακουργιοδικεῖον Σερρῶν ἐδίκασε τὴν ὑπόθεσιν τῆς ἀπαγωγῆς μιᾶς νεαρᾶς καὶ τῶν συνεργατῶν τοῦ δράστου. xyxy=(1391,1063,1572,1111)
story-satellite xyxy=(10,121,420,256)
story-text: ΒΟΝΝΗ, 11. (Ἀσ. Πρέσ). — Ὁ Γερμανὸς καθηγητὴς ἀνεκοίνωσεν ὅτι μελετᾶται νέα μέθοδος πρὸς θεραπείαν τοῦ καρκίνου διὰ τῆς ἀκτινοβολίας. xyxy=(1200,1045,1381,1106)
story-text: ΑΘΗΝΑΙ, 11. — Ἀρμοδίως διαψεύδονται αἱ φῆμαι περὶ ἀντικαταστάσεως τοῦ γενικοῦ διευθυντοῦ τοῦ ὑπουργείου Ἐξωτερικῶν. xyxy=(433,982,621,1042)
story-text: ΒΙΕΝΝΗ, 11. (Ἀσ. Πρέσ). — Ὁ ραδιοφωνικὸς σταθμὸς τοῦ Βουκουρεστίου ἀνήγγειλεν ὅτι ὁ κ. Ἰὼν Γκεόργκε Μάουρερ ὠρίσθη πρόεδρος τοῦ προεδρείου τῆς Μεγάλης Ἐθνοσυνελεύσεως. xyxy=(1200,810,1572,955)
divider xyxy=(10,470,420,472)
headline-cyprus: ΔΙΕΡΧΕΤΑΙ ΕΞ ΑΘΗΝΩΝ Η ΜΕΤΑΒΑΙΝΟΥΣΑ ΕΙΣ ΚΥΠΡΟΝ ΠΡΟΣ ΕΝΕΡΓΕΙΑΝ ΕΡΕΥΝΗΣ ΕΠΙ ΤΩΝ ΒΑΡΒΑΡΟΤΗΤΩΝ ΥΠΟΕΠΙΤΡΟΠΗ ΤΩΝ ΔΙΚΑΙΩΜΑΤΩΝ ΤΟΥ ΑΝΘΡΩΠΟΥ xyxy=(1220,267,1552,329)
story-text: Ὁ κ. Ἀϊζενχάουερ ἐτόνισεν ὅτι τὸ πρόγραμμα ἀποτελεῖ τὴν ἀπάντησιν τῶν Ἡνωμένων Πολιτειῶν εἰς τὴν οἰκονομικὴν ἐπίθεσιν τῆς Σοβιετικῆς Ἑνώσεως καὶ ὅτι ἡ ἐλευθέρα οἰκονομία πρέπει νὰ ἀντιμετωπίσῃ τὴν πρόκλησιν. xyxy=(1010,339,1187,423)
kicker-foot: ΑΝΑΧΩΡΕΙ Ο κ. ΦΟΥΤ xyxy=(1415,459,1548,472)
headline-kozani: ΑΠΗΓΟΡΕΥΘΗ ΤΟΥ ΛΟΙΠΟΥ Η ΕΚ ΚΟΖΑΝΗΣ ΜΕΤΑΒΑΣΙΣ ΕΡΓΑΤΩΝ ΕΙΣ ΤΟ ΒΕΛΓΙΟΝ xyxy=(1232,13,1540,75)
story-text: ΜΟΣΧΑ, 11. (Ἀσ. Πρέσ). — Ὁ Σοβιετικὸς ὑπουργὸς τῶν Ἐξωτερικῶν κ. Γκρομίκο, δηλώνει ὅτι θεωρεῖ δυνατὴν τὴν ἀποκατάστασιν ἐπαφῶν μεταξὺ τῆς Σοβιετικῆς Ἑνώσεως καὶ τοῦ Βατικανοῦ ἐὰν αἱ συνθῆκαι τὸ ἐπιτρέψουν. xyxy=(10,542,211,613)
story-text: ΝΕΟΝ ΔΕΛΧΙ, 11. (Ρώυτερ). — Ὁ Βρεταννὸς πρωθυπουργὸς κ. Μὰκ Μίλλαν ἐδήλωσεν ὅτι συμφωνεῖ μὲ τὸν Ἀμερικανὸν ὑπουργὸν τῶν Ἐξωτερικῶν κ. Ντάλλες ὅτι μία συνδιάσκεψις κορυφῆς μεταξὺ Ἀνατολῆς καὶ Δύσεως πρέπει νὰ προετοιμασθῇ ἐπιμελῶς διὰ τῆς διπλωματικῆς ὁδοῦ. xyxy=(634,552,812,659)
headline-serres: Ο ΑΠΗΓΟΡΕΥΣΙΣ ΜΙΑΣ ΝΕΑΣ ΚΑΙ ΟΙ ΣΥΝΕΡΓΑΤΑΙ ΤΗΣ ΔΙΚΑΖΟΝΤΑΙ ΕΙΣ ΤΟ ΚΑΚΟΥΡΓΙΟΔΙΚΕΙΟΝ ΣΕΡΡΩΝ xyxy=(1223,968,1549,996)
story-text: ΑΘΗΝΑΙ, 11. — Ἡ ΑΤΕ εἰς ἀνακοίνωσίν της ἀναφέρει ὅτι εἰς τὴν ἐθελουσίαν ἔξοδον ὑπέβαλον αἰτήσεις 60 ὑπάλληλοι. xyxy=(433,1169,621,1216)
kicker-elopement: ΑΛΛΗΛΟΑΠΗΧΘΗΣΑΝ ΚΑΙ ΕΤΕΛΕΣΑΝ ΤΟΥΣ ΓΑΜΟΥΣ ΤΩΝ ΕΙΣ ΘΕΣΣΑΛΟΝΙΚΗΝ xyxy=(433,153,621,190)
kicker-funeral: ΚΗΔΕΙΑ xyxy=(497,1329,557,1346)
kicker-freezone: ΝΕΑ ΕΛΕΥΘΕΡΑ ΖΩΝΗ xyxy=(842,552,979,565)
story-text: ΒΑΡΣΟΒΙΑ, 11. (Ἀσ. Πρέσ). — Ἀνακοινοῦται ὅτι ραδιενεργὸς βροχὴ ἔπεσε χθὲς εἰς τὴν Βαρσοβίαν. Αἱ ἀρμόδιαι ὑπηρεσίαι ἐξετάζουν τὰ δείγματα. xyxy=(10,925,211,984)
divider xyxy=(433,638,621,639)
divider xyxy=(634,547,1187,548)
story-text: ΠΛΑΝΤ, Νέα Ζηλανδία, 11. (Ἀσ. Πρέσ). — Ἡ Βρεταννικὴ Ὑπερπαγκόσμιος Ἀποστολὴ εἰς τὴν Ἀνταρκτικὴν ὑπὸ τὸν κ. Βίβιαν Φοὺκς ἀντιμετωπίζει σοβαρὰς δυσκολίας λόγω τῶν δυσμενῶν καιρικῶν συνθηκῶν καὶ τῆς ἐλλείψεως καυσίμων. xyxy=(10,1369,211,1440)
story-text: ΒΑΛΕΤΤΑ, 11. (Ρώυτερ). — Συνῆλθον εἰς σύσκεψιν οἱ ἐπιτελεῖς τῶν Ναυτικῶν τῆς Ἀγγλίας καὶ τῶν Ἡνωμένων Πολιτειῶν διὰ τὴν ἄμυναν τῆς Μεσογείου. xyxy=(433,871,621,931)
continue-label: ▶▶▶ ΣΥΝΕΧΕΙΑ xyxy=(634,1047,751,1064)
story-text: ΛΟΝΔΙΝΟΝ, 11. (Ρώυτερ). — Ἐρευνῶνται ἀπὸ τὴν Σκώτλαντ Γυάρντ αἱ συνθῆκαι τῆς μυστηριώδους ἐξαφανίσεως ἑνὸς νεαροῦ ὑπαλλήλου ἀπὸ τὸ γραφεῖον του εἰς τὸ κέντρον τῆς πόλεως. xyxy=(10,890,420,1137)
kicker-finland: ΑΠΗΝΤΗΣΕΝ Η ΦΙΛΛΑΝΔΙΑ xyxy=(829,836,993,849)
kicker-maurer: ΠΡΟΕΔΡΟΣ ΩΡΙΣΘΗ Ο ΜΑΟΥΡΕΡ ΕΙΣ ΤΗΝ ΡΟΥΜΑΝΙΑΝ xyxy=(1223,818,1359,854)
divider xyxy=(433,1046,621,1047)
story-briefs xyxy=(1200,332,1572,596)
story-text: ΑΘΗΝΑΙ, 11. — Ἀπὸ τὸ Βόννην τῆς Δυτικῆς Γερμανίας, «Ἑλλὴν» πρεσβευτὴς παρέλαβε ἐκ μέρους τῶν γερμανικῶν ἀρχῶν ἑλληνικὸν ἀγαλμάτιον τὸ ὁποῖον εἶχεν ἀφαιρεθῆ ἀπὸ τὸ Μουσεῖον κατὰ τὴν Κατοχήν. xyxy=(433,68,621,140)
story-text: ΡΩΜΗ, 11. (Ἀσ. Πρέσ). — Ἡ ἐπαρχιακὴ ὀργάνωσις τοῦ κομμουνιστικοῦ κόμματος τῆς Φόγγιας ἀνακοινοῖ ὅτι 700 μέλη ἀπεχώρησαν ἐντὸς τοῦ τελευταίου μηνός. xyxy=(433,561,621,633)
story-text: Ἐκ τῆς σελίδος συνέβαλε νὰ τεθῇ τέλος εἰς τὰς εἰκασίας περὶ ἐκτοξεύσεως ὑπὸ τῆς Σοβιετικῆς Ἑνώσεως τρίτου τεχνητοῦ δορυφόρου, μετὰ τὴν διαπίστωσιν ὅτι τὰ ληφθέντα σήματα προήρχοντο ἐξ ἐπιγείου ραδιοσταθμοῦ. xyxy=(1010,1157,1187,1253)
kicker-strike: ΕΒΑΡΕΓΕΥΣΑΝ xyxy=(1436,529,1528,542)
story-text: ΠΑΡΙΣΙΟΙ, 11. (Ρώυτερ). — Ἡ Γαλλικὴ κυβέρνησις ἀπεφάσισε νὰ ζητήσῃ ἀπὸ τὰς Ἡνωμένας Πολιτείας δάνειον 375 ἑκατομμυρίων δολλαρίων. xyxy=(1200,332,1572,596)
kicker-cancer: ΜΕΛΕΤΑΤΑΙ ΝΕΑ ΜΕΘΟΔΟΣ ΠΡΟΣ ΘΕΡΑΠΕΙΑΝ ΤΟΥ ΚΑΡΚΙΝΟΥ xyxy=(1207,1007,1374,1043)
story-text: Ἐκ τῆς σελίδος συνέβαλε νὰ τεθῇ τέλος εἰς τὰς εἰκασίας περὶ ἐκτοξεύσεως ὑπὸ τῆς Σοβιετικῆς Ἑνώσεως τρίτου τεχνητοῦ δορυφόρου, μετὰ τὴν διαπίστωσιν ὅτι τὰ ληφθέντα σήματα προήρχοντο ἐξ ἐπιγείου ραδιοσταθμοῦ. xyxy=(822,1157,1000,1253)
story-text: ΠΛΑΝΤ, Νέα Ζηλανδία, 11. (Ἀσ. Πρέσ). — Ἡ Βρεταννικὴ Ὑπερπαγκόσμιος Ἀποστολὴ εἰς τὴν Ἀνταρκτικὴν ὑπὸ τὸν κ. Βίβιαν Φοὺκς ἀντιμετωπίζει σοβαρὰς δυσκολίας λόγω τῶν δυσμενῶν καιρικῶν συνθηκῶν καὶ τῆς ἐλλείψεως καυσίμων. xyxy=(10,1293,211,1364)
subhead-fuchs: Ἐλάχισται αἱ πιθανότητες νὰ φθάσῃ εἰς τὴν βάσιν Σκότ xyxy=(23,1251,407,1288)
divider xyxy=(10,1143,420,1145)
story-text: ΚΑΛΑΜΑΙ, 11. — Τὴν Τρίτην ἐνώπιον τοῦ κακουργιοδικείου τῆς πόλεως μας θὰ δικασθῇ ὁ κατηγορούμενος διὰ βιασμὸν νεαρᾶς Σουηδῆς παραθερίστριας τὴν ὁποίαν συνώδευεν εἰς τὸ Ξυλόκαστρον κατὰ τὸ παρελθὸν θέρος. xyxy=(10,717,211,788)
headline-swedish: ΕΒΙΑΣΕ ΜΙΑΝ ΣΟΥΗΔΗΝ ΠΑΡΑΘΕΡΙΣΤΡΙΑΝ ΤΗΝ ΟΠΟΙΑΝ ΣΥΝΩΔΕΥΕΝ ΕΙΣ ΞΥΛΟΚΑΣΤΡΟΝ ΤΗΝ ΤΡΙΤΗΝ ΔΙΚΑΖΕΤΑΙ ΕΙΣ ΤΑΣ ΚΑΛΑΜΑΣ xyxy=(11,630,419,713)
story-macmillan xyxy=(634,552,1187,902)
kicker-casablanca: ΔΙΚΗ ΕΠΙ ΣΤΑΣΕΙ ΑΝΤΙΠΟΛΙΤΕΥΟΜΕΝΩΝ ΕΙΣ ΚΑΖΑΜΠΛΑΝΚΑΝ xyxy=(29,992,192,1028)
story-text: ΒΑΣΙΓΚΤΩΝ, 11. (Ἀσ. Πρέσ). — Ὁ πρόεδρος κ. Ἀϊζενχάουερ εἰς τὸ μήνυμα πρὸς τὸ Κογκρέσσον περὶ τοῦ προϋπολογισμοῦ, ζητεῖ τὴν ἔγκρισιν δαπανῶν 73.934.000.000 δολλαρίων διὰ τὸ νέον οἰκονομικὸν ἔτος, ἐκ τῶν ὁποίων σημαντικὸν ποσὸν διατίθεται διὰ τὴν στρατιωτικὴν, οἰκονομικὴν καὶ τεχνικὴν βοήθειαν πρὸς τὰς μὴ κομμουνιστικὰς χώρας. xyxy=(634,170,812,302)
kicker-pakistan: ΤΟ ΠΑΚΙΣΤΑΝ ΖΗΤΕΙ ΕΞΙΣΩΣΙΝ ΤΟΥ ΣΥΜΦΩΝΟΥ ΒΑΓΔΑΤΗΣ ΜΕ ΤΟ ΝΑΤΟ xyxy=(1209,340,1372,377)
kicker-technical: ΤΕΧΝΙΚΗ ΒΟΗΘΕΙΑ xyxy=(852,324,969,337)
divider xyxy=(10,624,420,626)
story-text: ΑΘΗΝΑΙ, 11. — Ὁ πρόεδρος τῆς κυβερνήσεως κ. Καραμανλῆς συνεκάλεσε τὴν Βουλὴν διὰ τὴν προσεχῆ Τρίτην κατὰ τὴν ὁποίαν θὰ συνεχισθῇ ἡ συζήτησις τοῦ προϋπολογισμοῦ. xyxy=(433,314,621,387)
kicker-this-year: ΕΝΤΟΣ ΤΟΥ ΕΤΟΥΣ xyxy=(1040,619,1157,632)
